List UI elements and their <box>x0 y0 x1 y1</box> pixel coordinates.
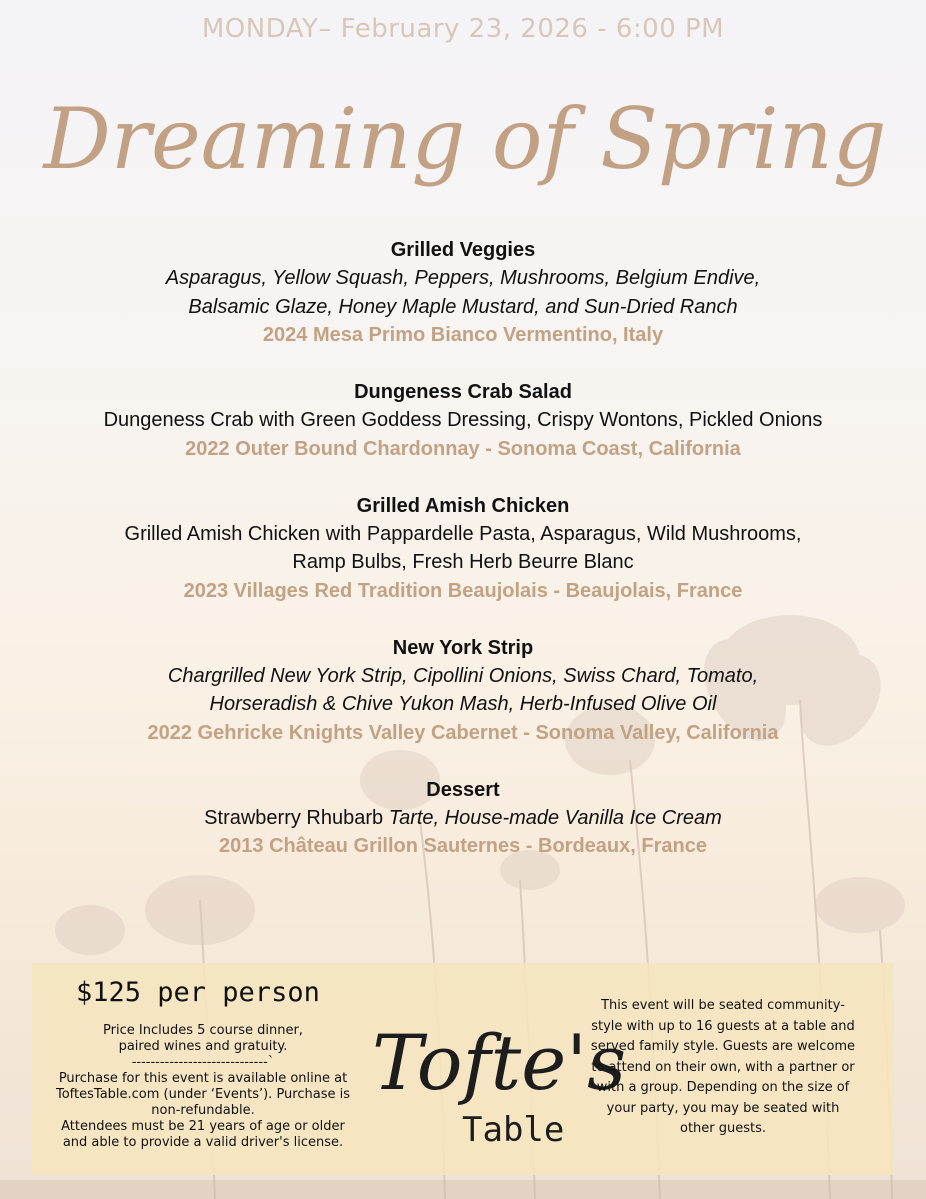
purchase-info <box>44 1023 362 1151</box>
course-description-line: Asparagus, Yellow Squash, Peppers, Mushrooms, Belgium Endive, <box>165 267 761 289</box>
seating-line: served family style. Guests are welcome <box>590 1039 856 1054</box>
seating-line: style with up to 16 guests at a table and <box>591 1018 855 1034</box>
event-title <box>43 48 887 218</box>
course-new-york-strip <box>0 634 926 747</box>
course-description-line: Ramp Bulbs, Fresh Herb Beurre Blanc <box>292 551 634 573</box>
course-grilled-amish-chicken <box>0 492 926 605</box>
purchase-line: Purchase for this event is available online at <box>58 1071 348 1086</box>
seating-info <box>580 996 866 1140</box>
includes-line: Price Includes 5 course dinner, <box>103 1023 303 1038</box>
seating-line: other guests. <box>679 1121 767 1136</box>
course-name: Grilled Amish Chicken <box>356 494 570 517</box>
seating-line: your party, you may be seated with <box>606 1100 840 1116</box>
includes-line: paired wines and gratuity. <box>118 1039 288 1054</box>
course-dessert <box>0 776 926 861</box>
logo-top-text: Tofte's <box>372 1018 627 1107</box>
course-name: Dessert <box>426 778 500 801</box>
wine-pairing: 2022 Gehricke Knights Valley Cabernet - Sonoma Valley, California <box>147 721 779 744</box>
toftes-table-logo <box>332 991 627 1161</box>
course-description-line: Chargrilled New York Strip, Cipollini Onions, Swiss Chard, Tomato, <box>167 664 759 687</box>
course-dungeness-crab-salad <box>0 378 926 463</box>
course-name: Dungeness Crab Salad <box>354 381 572 403</box>
wine-pairing: 2013 Château Grillon Sauternes - Bordeaux, France <box>219 835 707 857</box>
course-name: Grilled Veggies <box>390 239 536 261</box>
course-grilled-veggies <box>0 236 926 349</box>
seating-line: to attend on their own, with a partner or <box>591 1059 855 1075</box>
wine-pairing: 2024 Mesa Primo Bianco Vermentino, Italy <box>262 324 664 346</box>
wine-pairing: 2022 Outer Bound Chardonnay - Sonoma Coast, California <box>185 437 741 460</box>
event-title-text: Dreaming of Spring <box>43 90 887 188</box>
separator-line: -----------------------------` <box>131 1055 275 1070</box>
menu <box>0 236 926 889</box>
wine-pairing: 2023 Villages Red Tradition Beaujolais - Beaujolais, France <box>183 579 743 602</box>
purchase-line: ToftesTable.com (under ‘Events’). Purchase is <box>56 1087 350 1102</box>
course-description-plain: Strawberry Rhubarb <box>204 806 389 829</box>
age-line: Attendees must be 21 years of age or older <box>61 1119 345 1134</box>
info-panel <box>32 963 894 1175</box>
price-per-person: $125 per person <box>76 977 320 1008</box>
purchase-line: non-refundable. <box>151 1103 255 1118</box>
age-line: and able to provide a valid driver's license. <box>62 1135 344 1150</box>
course-name: New York Strip <box>392 636 534 659</box>
seating-line: This event will be seated community- <box>601 998 845 1013</box>
seating-line: with a group. Depending on the size of <box>596 1080 850 1095</box>
course-description-line: Horseradish & Chive Yukon Mash, Herb-Infused Olive Oil <box>209 693 717 715</box>
event-date: MONDAY– February 23, 2026 - 6:00 PM <box>201 14 725 44</box>
course-description-line: Balsamic Glaze, Honey Maple Mustard, and Sun-Dried Ranch <box>188 295 738 318</box>
course-description-line: Grilled Amish Chicken with Pappardelle Pasta, Asparagus, Wild Mushrooms, <box>124 522 802 545</box>
course-description-line: Dungeness Crab with Green Goddess Dressing, Crispy Wontons, Pickled Onions <box>103 409 823 431</box>
course-description-italic: Tarte, House-made Vanilla Ice Cream <box>388 806 722 829</box>
course-description-line <box>0 804 926 833</box>
logo-bottom-text: Table <box>462 1110 565 1150</box>
